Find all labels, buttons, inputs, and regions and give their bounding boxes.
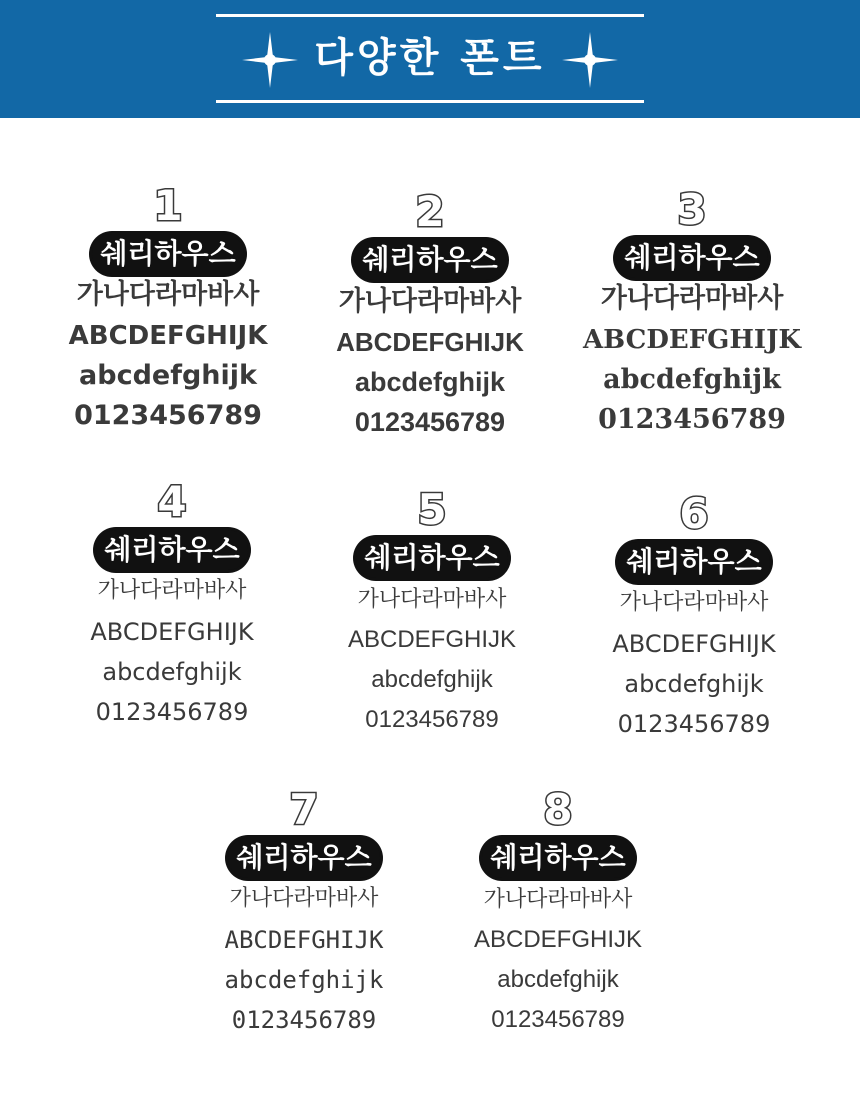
uppercase-sample: ABCDEFGHIJK — [224, 926, 384, 954]
header-bottom-rule — [216, 100, 644, 103]
lowercase-sample: abcdefghijk — [224, 966, 384, 994]
brand-label: 쉐리하우스 — [354, 240, 505, 280]
korean-sample: 가나다라마바사 — [97, 578, 247, 603]
digits-sample: 0123456789 — [617, 710, 771, 738]
uppercase-sample: ABCDEFGHIJK — [336, 327, 524, 357]
lowercase-sample: abcdefghijk — [603, 364, 781, 395]
page-title: 다양한 폰트 — [314, 35, 546, 81]
uppercase-sample: ABCDEFGHIJK — [473, 926, 643, 953]
brand-label: 쉐리하우스 — [228, 838, 379, 878]
digits-sample: 0123456789 — [231, 1006, 377, 1034]
lowercase-sample: abcdefghijk — [354, 367, 506, 397]
korean-sample: 가나다라마바사 — [338, 286, 522, 316]
font-number: 6 — [679, 489, 709, 538]
digits-sample: 0123456789 — [74, 400, 262, 431]
font-number: 7 — [289, 785, 319, 834]
lowercase-sample: abcdefghijk — [624, 670, 764, 698]
header-top-rule — [216, 14, 644, 17]
lowercase-sample: abcdefghijk — [79, 360, 257, 391]
uppercase-sample: ABCDEFGHIJK — [347, 626, 517, 653]
brand-label: 쉐리하우스 — [356, 538, 507, 578]
font-sample-2 — [300, 186, 560, 442]
font-number: 4 — [157, 477, 187, 526]
font-number: 1 — [153, 181, 183, 230]
font-number: 3 — [677, 185, 707, 234]
font-sample-6 — [564, 488, 824, 744]
font-number: 8 — [543, 785, 573, 834]
lowercase-sample: abcdefghijk — [497, 966, 619, 993]
brand-label: 쉐리하우스 — [616, 238, 767, 278]
korean-sample: 가나다라마바사 — [600, 283, 784, 314]
font-sample-3 — [562, 184, 822, 440]
korean-sample: 가나다라마바사 — [483, 886, 633, 911]
brand-label: 쉐리하우스 — [96, 530, 247, 570]
font-sample-4 — [42, 476, 302, 732]
uppercase-sample: ABCDEFGHIJK — [583, 325, 801, 355]
font-number: 5 — [417, 485, 447, 534]
korean-sample: 가나다라마바사 — [357, 586, 507, 611]
uppercase-sample: ABCDEFGHIJK — [612, 630, 776, 658]
uppercase-sample: ABCDEFGHIJK — [68, 321, 268, 351]
font-sample-8 — [428, 784, 688, 1040]
korean-sample: 가나다라마바사 — [229, 886, 379, 911]
digits-sample: 0123456789 — [491, 1006, 625, 1033]
font-sample-1 — [38, 180, 298, 436]
header-banner — [0, 0, 860, 118]
font-sample-5 — [302, 484, 562, 740]
uppercase-sample: ABCDEFGHIJK — [90, 618, 254, 646]
korean-sample: 가나다라마바사 — [76, 279, 260, 310]
digits-sample: 0123456789 — [365, 706, 499, 733]
korean-sample: 가나다라마바사 — [619, 590, 769, 615]
brand-label: 쉐리하우스 — [92, 234, 243, 274]
brand-label: 쉐리하우스 — [618, 542, 769, 582]
sparkle-icon — [558, 28, 622, 92]
digits-sample: 0123456789 — [95, 698, 249, 726]
font-number: 2 — [415, 187, 445, 236]
digits-sample: 0123456789 — [354, 407, 506, 437]
brand-label: 쉐리하우스 — [482, 838, 633, 878]
digits-sample: 0123456789 — [598, 404, 786, 435]
lowercase-sample: abcdefghijk — [102, 658, 242, 686]
lowercase-sample: abcdefghijk — [371, 666, 493, 693]
font-sample-7 — [174, 784, 434, 1040]
